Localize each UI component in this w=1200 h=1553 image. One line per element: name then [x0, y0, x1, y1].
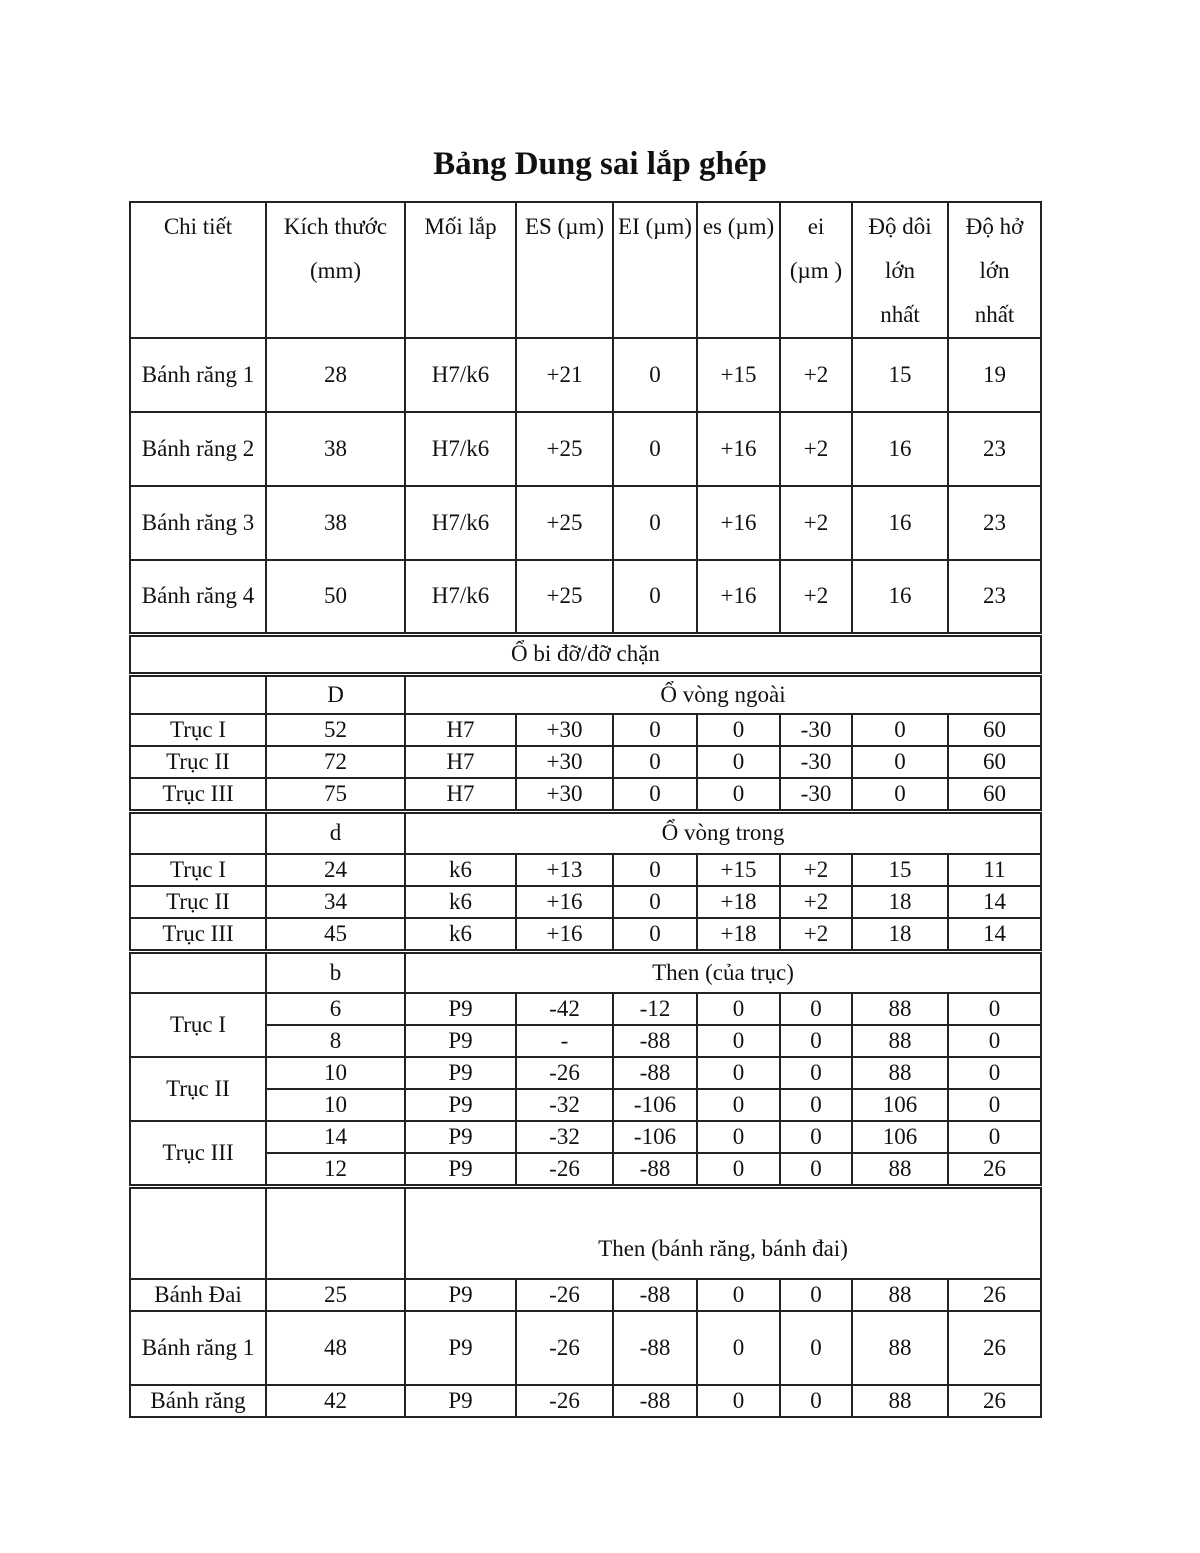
- table-cell: 0: [697, 1121, 780, 1153]
- table-cell: +25: [516, 486, 613, 560]
- table-cell: +30: [516, 714, 613, 746]
- table-cell: 16: [852, 486, 948, 560]
- table-cell: 18: [852, 886, 948, 918]
- section-row: [130, 812, 1041, 854]
- table-cell: 0: [613, 714, 697, 746]
- table-cell: 72: [266, 746, 405, 778]
- hub-key-row: [130, 1385, 1041, 1417]
- table-cell: -42: [516, 993, 613, 1025]
- section-row: [130, 1187, 1041, 1279]
- table-cell: 14: [266, 1121, 405, 1153]
- table-cell: P9: [405, 1279, 516, 1311]
- table-cell: -88: [613, 1025, 697, 1057]
- table-cell: 0: [780, 1153, 852, 1187]
- table-cell: 50: [266, 560, 405, 634]
- table-cell: P9: [405, 993, 516, 1025]
- table-cell: -30: [780, 714, 852, 746]
- table-cell: Bánh răng 1: [130, 1311, 266, 1385]
- table-cell: +2: [780, 918, 852, 952]
- table-cell: Bánh răng 4: [130, 560, 266, 634]
- table-cell: 88: [852, 993, 948, 1025]
- table-cell: 0: [613, 412, 697, 486]
- table-cell: 23: [948, 560, 1041, 634]
- table-cell: -: [516, 1025, 613, 1057]
- gear-row: [130, 486, 1041, 560]
- shaft-key-row: [130, 1121, 1041, 1153]
- table-cell: H7/k6: [405, 338, 516, 412]
- table-cell: -30: [780, 746, 852, 778]
- inner-ring-title: Ổ vòng trong: [405, 812, 1041, 854]
- table-cell: 0: [613, 486, 697, 560]
- table-cell: 42: [266, 1385, 405, 1417]
- table-cell: 52: [266, 714, 405, 746]
- table-cell: -30: [780, 778, 852, 812]
- table-cell: +16: [697, 412, 780, 486]
- table-cell: 106: [852, 1089, 948, 1121]
- table-cell: 14: [948, 886, 1041, 918]
- table-cell: 0: [613, 338, 697, 412]
- table-cell: H7/k6: [405, 486, 516, 560]
- table-cell: 60: [948, 778, 1041, 812]
- inner-ring-row: [130, 854, 1041, 886]
- table-cell: 14: [948, 918, 1041, 952]
- table-cell: P9: [405, 1121, 516, 1153]
- table-cell: H7/k6: [405, 560, 516, 634]
- table-cell: 0: [852, 778, 948, 812]
- section-row: [130, 951, 1041, 993]
- table-cell: +2: [780, 854, 852, 886]
- table-cell: +21: [516, 338, 613, 412]
- table-cell: 28: [266, 338, 405, 412]
- table-cell: Trục I: [130, 854, 266, 886]
- table-cell: 0: [697, 1057, 780, 1089]
- table-cell: +16: [697, 486, 780, 560]
- table-cell: -88: [613, 1311, 697, 1385]
- table-cell: 0: [780, 1311, 852, 1385]
- table-cell: 0: [697, 1279, 780, 1311]
- table-cell: 0: [780, 1385, 852, 1417]
- table-cell: 106: [852, 1121, 948, 1153]
- table-cell: 0: [780, 1089, 852, 1121]
- table-cell: 0: [780, 1025, 852, 1057]
- table-cell: +18: [697, 886, 780, 918]
- table-cell: 24: [266, 854, 405, 886]
- table-cell: 0: [613, 918, 697, 952]
- gear-row: [130, 338, 1041, 412]
- header-row: [130, 202, 1041, 338]
- table-cell: 88: [852, 1385, 948, 1417]
- table-cell: 16: [852, 412, 948, 486]
- bearing-section-title: Ổ bi đỡ/đỡ chặn: [130, 634, 1041, 674]
- inner-ring-row: [130, 886, 1041, 918]
- table-cell: 34: [266, 886, 405, 918]
- header-cell: Kích thước (mm): [266, 202, 405, 338]
- table-cell: 15: [852, 854, 948, 886]
- shaft-name-cell: Trục I: [130, 993, 266, 1057]
- table-cell: 26: [948, 1311, 1041, 1385]
- table-cell: 15: [852, 338, 948, 412]
- table-cell: +2: [780, 886, 852, 918]
- shaft-name-cell: Trục II: [130, 1057, 266, 1121]
- table-cell: k6: [405, 886, 516, 918]
- table-cell: 23: [948, 412, 1041, 486]
- table-cell: -88: [613, 1385, 697, 1417]
- table-cell: +30: [516, 746, 613, 778]
- table-cell: 16: [852, 560, 948, 634]
- table-cell: +2: [780, 560, 852, 634]
- table-cell: +2: [780, 338, 852, 412]
- table-cell: -32: [516, 1121, 613, 1153]
- table-cell: -88: [613, 1057, 697, 1089]
- table-cell: 0: [613, 854, 697, 886]
- dimension-label: b: [266, 951, 405, 993]
- table-cell: 48: [266, 1311, 405, 1385]
- section-row: [130, 674, 1041, 714]
- table-cell: Bánh Đai: [130, 1279, 266, 1311]
- table-cell: Trục II: [130, 746, 266, 778]
- empty-cell: [266, 1187, 405, 1279]
- table-cell: 0: [613, 886, 697, 918]
- table-cell: 38: [266, 412, 405, 486]
- table-cell: -32: [516, 1089, 613, 1121]
- table-cell: 0: [852, 746, 948, 778]
- table-cell: +25: [516, 560, 613, 634]
- table-cell: 0: [948, 1057, 1041, 1089]
- inner-ring-row: [130, 918, 1041, 952]
- header-cell: Độ hở lớn nhất: [948, 202, 1041, 338]
- table-cell: 26: [948, 1153, 1041, 1187]
- hub-key-row: [130, 1279, 1041, 1311]
- empty-cell: [130, 674, 266, 714]
- table-cell: 0: [780, 1057, 852, 1089]
- table-cell: -88: [613, 1153, 697, 1187]
- table-cell: 0: [852, 714, 948, 746]
- table-cell: 0: [613, 778, 697, 812]
- outer-ring-row: [130, 746, 1041, 778]
- table-cell: -106: [613, 1089, 697, 1121]
- table-cell: 88: [852, 1279, 948, 1311]
- table-cell: 0: [697, 1089, 780, 1121]
- table-cell: H7: [405, 714, 516, 746]
- table-cell: Bánh răng 2: [130, 412, 266, 486]
- table-cell: -26: [516, 1279, 613, 1311]
- empty-cell: [130, 951, 266, 993]
- table-cell: +13: [516, 854, 613, 886]
- table-cell: 88: [852, 1025, 948, 1057]
- table-cell: 0: [697, 778, 780, 812]
- table-cell: 0: [697, 993, 780, 1025]
- header-cell: ei (µm ): [780, 202, 852, 338]
- table-cell: 88: [852, 1153, 948, 1187]
- table-cell: P9: [405, 1025, 516, 1057]
- hub-key-row: [130, 1311, 1041, 1385]
- table-cell: 0: [697, 714, 780, 746]
- shaft-name-cell: Trục III: [130, 1121, 266, 1187]
- table-cell: -12: [613, 993, 697, 1025]
- table-cell: H7: [405, 746, 516, 778]
- header-cell: Mối lắp: [405, 202, 516, 338]
- table-cell: Trục II: [130, 886, 266, 918]
- header-cell: EI (µm): [613, 202, 697, 338]
- empty-cell: [130, 1187, 266, 1279]
- table-cell: 6: [266, 993, 405, 1025]
- table-cell: -106: [613, 1121, 697, 1153]
- table-cell: 0: [780, 993, 852, 1025]
- table-cell: P9: [405, 1385, 516, 1417]
- dimension-label: d: [266, 812, 405, 854]
- table-cell: 0: [697, 1311, 780, 1385]
- table-cell: 10: [266, 1089, 405, 1121]
- empty-cell: [130, 812, 266, 854]
- table-cell: 38: [266, 486, 405, 560]
- table-cell: 75: [266, 778, 405, 812]
- table-cell: 60: [948, 746, 1041, 778]
- table-cell: +2: [780, 412, 852, 486]
- header-cell: Độ dôi lớn nhất: [852, 202, 948, 338]
- gear-row: [130, 560, 1041, 634]
- gear-row: [130, 412, 1041, 486]
- table-cell: 11: [948, 854, 1041, 886]
- table-cell: Trục III: [130, 778, 266, 812]
- table-cell: 0: [780, 1121, 852, 1153]
- table-cell: 8: [266, 1025, 405, 1057]
- table-cell: 0: [697, 1153, 780, 1187]
- shaft-key-title: Then (của trục): [405, 951, 1041, 993]
- table-cell: 19: [948, 338, 1041, 412]
- table-cell: 23: [948, 486, 1041, 560]
- table-cell: P9: [405, 1153, 516, 1187]
- shaft-key-row: [130, 1089, 1041, 1121]
- table-cell: P9: [405, 1311, 516, 1385]
- table-cell: 0: [948, 1089, 1041, 1121]
- shaft-key-row: [130, 1025, 1041, 1057]
- table-cell: +16: [697, 560, 780, 634]
- table-cell: +16: [516, 886, 613, 918]
- table-cell: 25: [266, 1279, 405, 1311]
- dimension-label: D: [266, 674, 405, 714]
- table-cell: k6: [405, 854, 516, 886]
- table-cell: +30: [516, 778, 613, 812]
- table-cell: 26: [948, 1279, 1041, 1311]
- outer-ring-title: Ổ vòng ngoài: [405, 674, 1041, 714]
- table-cell: 0: [948, 993, 1041, 1025]
- shaft-key-row: [130, 993, 1041, 1025]
- table-cell: Trục III: [130, 918, 266, 952]
- table-cell: 88: [852, 1057, 948, 1089]
- table-cell: 0: [613, 746, 697, 778]
- header-cell: Chi tiết: [130, 202, 266, 338]
- table-cell: +25: [516, 412, 613, 486]
- table-cell: 0: [948, 1121, 1041, 1153]
- table-cell: 10: [266, 1057, 405, 1089]
- table-cell: 0: [697, 1385, 780, 1417]
- table-cell: Bánh răng: [130, 1385, 266, 1417]
- outer-ring-row: [130, 714, 1041, 746]
- table-cell: Trục I: [130, 714, 266, 746]
- table-cell: 88: [852, 1311, 948, 1385]
- table-cell: H7: [405, 778, 516, 812]
- table-cell: 45: [266, 918, 405, 952]
- shaft-key-row: [130, 1153, 1041, 1187]
- table-cell: +2: [780, 486, 852, 560]
- table-cell: 60: [948, 714, 1041, 746]
- table-cell: +15: [697, 338, 780, 412]
- table-cell: k6: [405, 918, 516, 952]
- table-cell: -26: [516, 1385, 613, 1417]
- section-row: [130, 634, 1041, 674]
- table-cell: 0: [948, 1025, 1041, 1057]
- table-cell: -88: [613, 1279, 697, 1311]
- table-cell: 0: [780, 1279, 852, 1311]
- table-cell: -26: [516, 1153, 613, 1187]
- hub-key-title: Then (bánh răng, bánh đai): [405, 1187, 1041, 1279]
- header-cell: es (µm): [697, 202, 780, 338]
- table-cell: +18: [697, 918, 780, 952]
- table-cell: 26: [948, 1385, 1041, 1417]
- header-cell: ES (µm): [516, 202, 613, 338]
- table-cell: 0: [613, 560, 697, 634]
- table-cell: 12: [266, 1153, 405, 1187]
- table-cell: -26: [516, 1057, 613, 1089]
- table-cell: +15: [697, 854, 780, 886]
- table-cell: Bánh răng 1: [130, 338, 266, 412]
- table-cell: 18: [852, 918, 948, 952]
- shaft-key-row: [130, 1057, 1041, 1089]
- tolerance-table: [129, 201, 1042, 1418]
- table-cell: -26: [516, 1311, 613, 1385]
- table-cell: P9: [405, 1089, 516, 1121]
- table-cell: H7/k6: [405, 412, 516, 486]
- table-cell: 0: [697, 1025, 780, 1057]
- table-cell: +16: [516, 918, 613, 952]
- table-cell: 0: [697, 746, 780, 778]
- page-title: Bảng Dung sai lắp ghép: [433, 146, 767, 182]
- table-cell: P9: [405, 1057, 516, 1089]
- outer-ring-row: [130, 778, 1041, 812]
- table-cell: Bánh răng 3: [130, 486, 266, 560]
